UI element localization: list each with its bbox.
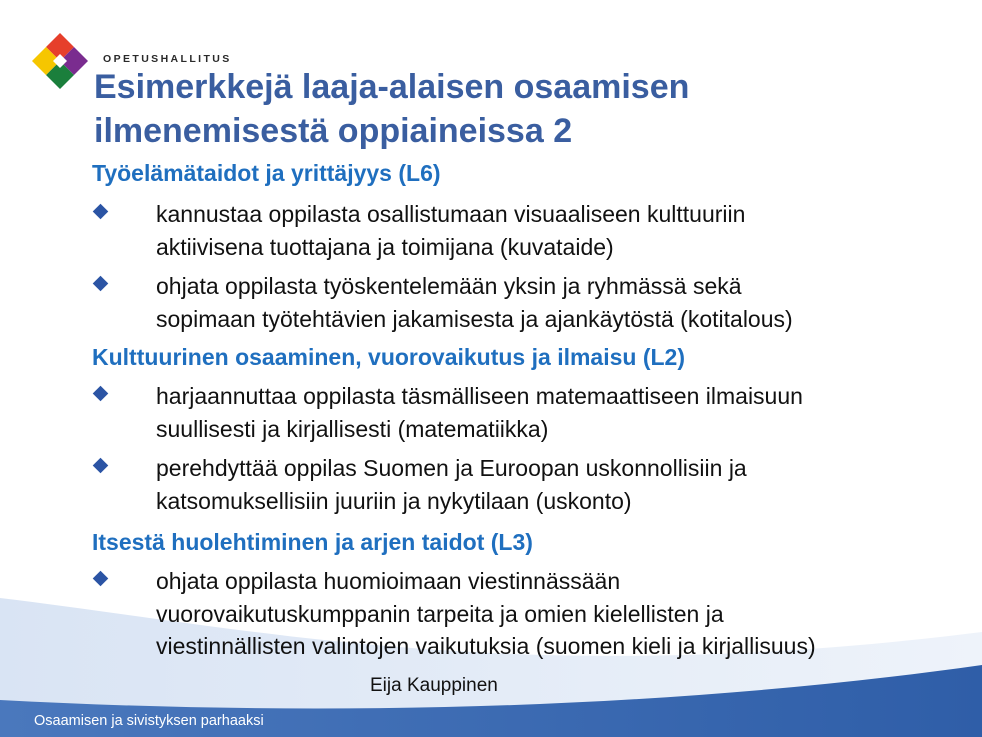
bullet-line: perehdyttää oppilas Suomen ja Euroopan uskonnollisiin ja — [156, 455, 747, 481]
title-line-1: Esimerkkejä laaja-alaisen osaamisen — [94, 68, 690, 106]
bullet-line: suullisesti ja kirjallisesti (matematiikka) — [156, 415, 549, 442]
author-name: Eija Kauppinen — [370, 675, 498, 696]
bullet-line: sopimaan työtehtävien jakamisesta ja ajankäytöstä (kotitalous) — [156, 305, 793, 332]
bullet-text — [156, 270, 956, 335]
bullet-text — [156, 565, 956, 663]
bullet-line: viestinnällisten valintojen vaikutuksia (suomen kieli ja kirjallisuus) — [156, 633, 816, 659]
bullet-line: ohjata oppilasta työskentelemään yksin ja ryhmässä sekä — [156, 273, 742, 299]
bullet-line: harjaannuttaa oppilasta täsmälliseen matemaattiseen ilmaisuun — [156, 383, 803, 409]
section-heading: Työelämätaidot ja yrittäjyys (L6) — [92, 160, 441, 186]
bullet-line: katsomuksellisiin juuriin ja nykytilaan (uskonto) — [156, 487, 632, 514]
section-heading: Itsestä huolehtiminen ja arjen taidot (L3) — [92, 529, 533, 555]
bullet-line: ohjata oppilasta huomioimaan viestinnässään — [156, 568, 621, 594]
bullet-line: aktiivisena tuottajana ja toimijana (kuvataide) — [156, 233, 614, 260]
title-line-2: ilmenemisestä oppiaineissa 2 — [94, 112, 573, 150]
footer-slogan: Osaamisen ja sivistyksen parhaaksi — [34, 713, 264, 729]
opetushallitus-logo — [32, 33, 88, 89]
bullet-text — [156, 198, 956, 263]
bullet-text — [156, 452, 956, 517]
slide-title — [94, 65, 954, 153]
bullet-line: vuorovaikutuskumppanin tarpeita ja omien kielellisten ja — [156, 600, 724, 627]
section-heading: Kulttuurinen osaaminen, vuorovaikutus ja ilmaisu (L2) — [92, 344, 685, 370]
bullet-line: kannustaa oppilasta osallistumaan visuaaliseen kulttuuriin — [156, 201, 746, 227]
org-name: OPETUSHALLITUS — [103, 53, 232, 65]
bullet-text — [156, 380, 956, 445]
